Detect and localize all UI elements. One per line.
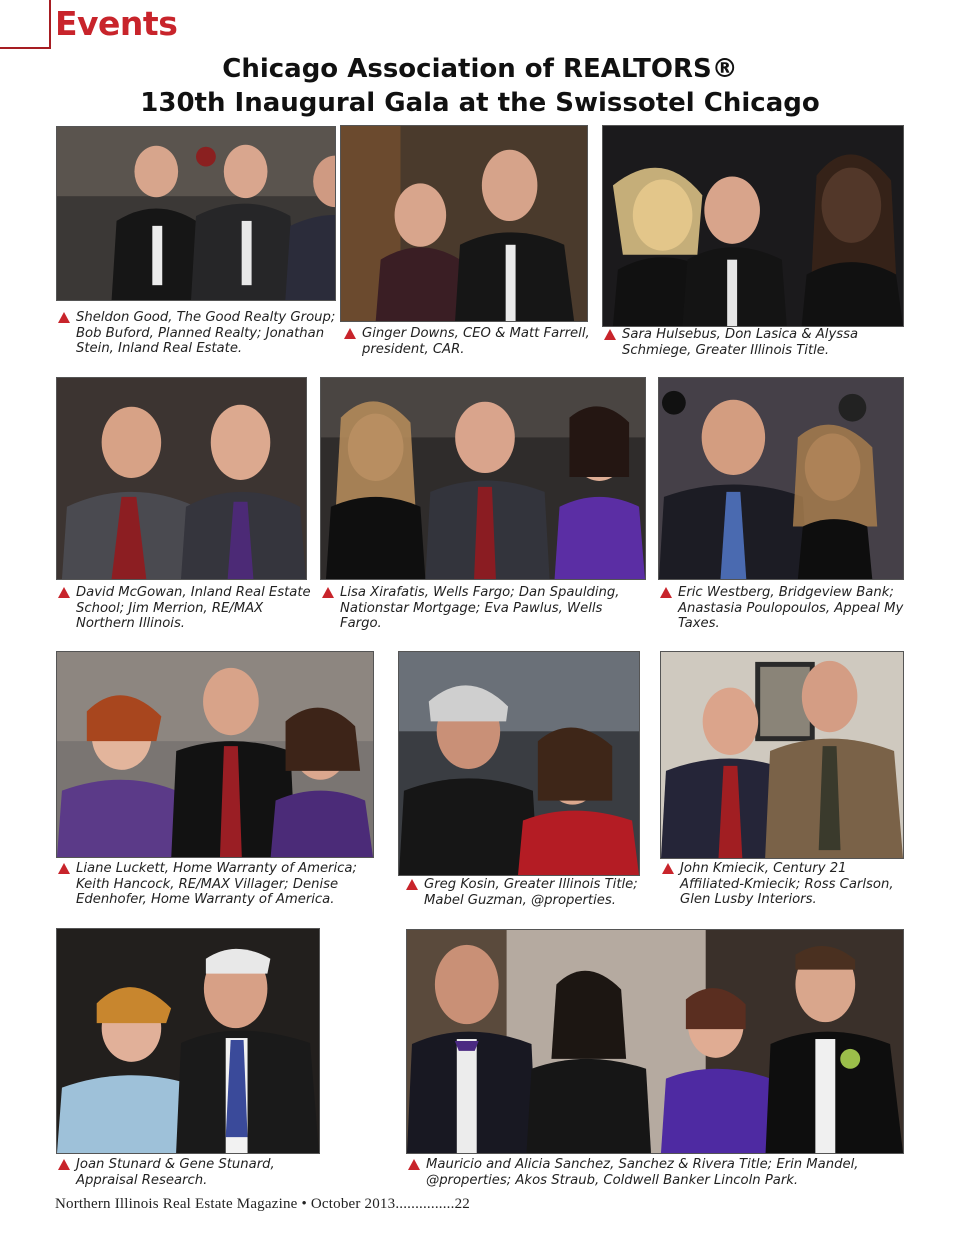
event-photo: [658, 377, 904, 580]
photo-caption: Mauricio and Alicia Sanchez, Sanchez & Rivera Title; Erin Mandel, @properties; Akos Straub, Coldwell Banker Lincoln Park.: [406, 1157, 886, 1188]
event-photo: [660, 651, 904, 859]
photo-caption: Sara Hulsebus, Don Lasica & Alyssa Schmiege, Greater Illinois Title.: [602, 327, 902, 358]
photo-caption: Lisa Xirafatis, Wells Fargo; Dan Spaulding, Nationstar Mortgage; Eva Pawlus, Wells Fargo.: [320, 585, 620, 632]
section-label: Events: [55, 4, 178, 43]
caption-marker-icon: [660, 587, 672, 598]
caption-marker-icon: [58, 863, 70, 874]
caption-marker-icon: [408, 1159, 420, 1170]
photo-caption: Greg Kosin, Greater Illinois Title; Mabel Guzman, @properties.: [404, 877, 654, 908]
event-photo: [56, 651, 374, 858]
caption-marker-icon: [322, 587, 334, 598]
caption-marker-icon: [406, 879, 418, 890]
section-rule: [0, 47, 50, 49]
photo-caption: Joan Stunard & Gene Stunard, Appraisal Research.: [56, 1157, 326, 1188]
event-photo: [56, 126, 336, 301]
event-photo: [56, 928, 320, 1154]
section-header: [0, 0, 960, 50]
photo-caption: John Kmiecik, Century 21 Affiliated-Kmiecik; Ross Carlson, Glen Lusby Interiors.: [660, 861, 904, 908]
caption-marker-icon: [58, 312, 70, 323]
event-photo: [56, 377, 307, 580]
photo-caption: David McGowan, Inland Real Estate School; Jim Merrion, RE/MAX Northern Illinois.: [56, 585, 311, 632]
caption-marker-icon: [58, 1159, 70, 1170]
page-footer: Northern Illinois Real Estate Magazine • October 2013...............22: [55, 1196, 470, 1212]
photo-caption: Ginger Downs, CEO & Matt Farrell, president, CAR.: [342, 326, 590, 357]
photo-caption: Liane Luckett, Home Warranty of America; Keith Hancock, RE/MAX Villager; Denise Edenhofer, Home Warranty of America.: [56, 861, 376, 908]
event-photo: [320, 377, 646, 580]
photo-caption: Eric Westberg, Bridgeview Bank; Anastasia Poulopoulos, Appeal My Taxes.: [658, 585, 908, 632]
event-photo: [340, 125, 588, 322]
caption-marker-icon: [662, 863, 674, 874]
caption-marker-icon: [344, 328, 356, 339]
section-rule-vertical: [49, 0, 51, 49]
event-photo: [406, 929, 904, 1154]
page-title: Chicago Association of REALTORS®: [222, 54, 738, 84]
caption-marker-icon: [58, 587, 70, 598]
caption-marker-icon: [604, 329, 616, 340]
event-photo: [602, 125, 904, 327]
photo-caption: Sheldon Good, The Good Realty Group; Bob Buford, Planned Realty; Jonathan Stein, Inland Real Estate.: [56, 310, 336, 357]
page-subtitle: 130th Inaugural Gala at the Swissotel Chicago: [140, 88, 820, 118]
event-photo: [398, 651, 640, 876]
